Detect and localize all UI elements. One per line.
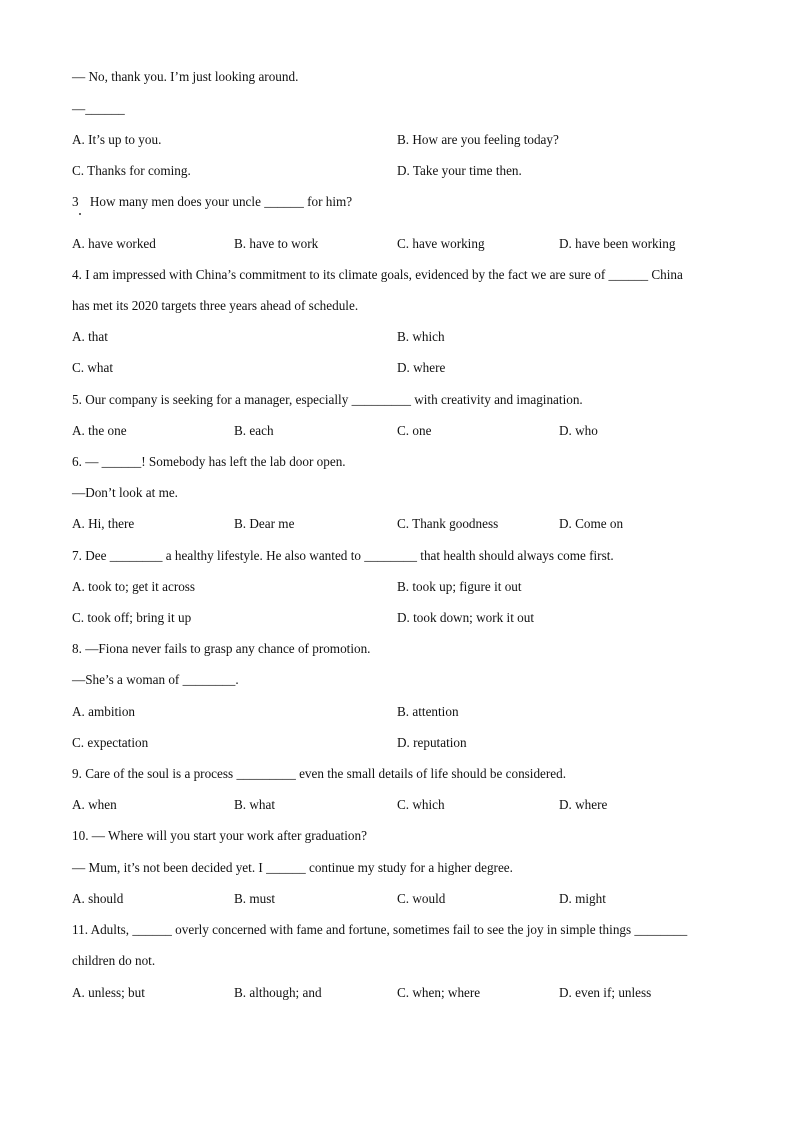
q11-option-a: A. unless; but bbox=[72, 985, 145, 1000]
q2-options-row-1 bbox=[72, 132, 722, 148]
q5-option-a: A. the one bbox=[72, 423, 127, 438]
q9-options-row bbox=[72, 797, 722, 813]
q4-option-a: A. that bbox=[72, 329, 108, 344]
q5-stem: 5. Our company is seeking for a manager, especially _________ with creativity and imagination. bbox=[72, 392, 583, 407]
q4-stem-line-2: has met its 2020 targets three years ahead of schedule. bbox=[72, 298, 359, 313]
q2-option-b: B. How are you feeling today? bbox=[397, 132, 559, 147]
q8-options-row-2 bbox=[72, 735, 722, 751]
q10-option-a: A. should bbox=[72, 891, 124, 906]
q2-option-a: A. It’s up to you. bbox=[72, 132, 162, 147]
q3-question-text: How many men does your uncle ______ for him? bbox=[89, 194, 353, 209]
q4-option-c: C. what bbox=[72, 360, 114, 375]
q8-options-row-1 bbox=[72, 704, 722, 720]
q2-options-row-2 bbox=[72, 163, 722, 179]
q10-option-b: B. must bbox=[234, 891, 276, 906]
q8-stem: 8. —Fiona never fails to grasp any chance of promotion. bbox=[72, 641, 371, 656]
q9-stem: 9. Care of the soul is a process _________ even the small details of life should be considered. bbox=[72, 766, 567, 781]
q6-option-a: A. Hi, there bbox=[72, 516, 135, 531]
q11-stem-line-1: 11. Adults, ______ overly concerned with fame and fortune, sometimes fail to see the joy in simple things ________ bbox=[72, 922, 688, 937]
q6-option-c: C. Thank goodness bbox=[397, 516, 499, 531]
q2-answer-blank: —______ bbox=[72, 101, 125, 116]
q9-option-b: B. what bbox=[234, 797, 276, 812]
q10-stem: 10. — Where will you start your work after graduation? bbox=[72, 828, 367, 843]
q8-option-a: A. ambition bbox=[72, 704, 136, 719]
q5-options-row bbox=[72, 423, 722, 439]
q3-option-a: A. have worked bbox=[72, 236, 156, 251]
q3-number: 3 bbox=[72, 194, 79, 209]
q6-option-b: B. Dear me bbox=[234, 516, 295, 531]
q2-dialogue-line: — No, thank you. I’m just looking around. bbox=[72, 69, 299, 84]
q6-stem: 6. — ______! Somebody has left the lab door open. bbox=[72, 454, 346, 469]
q11-options-row bbox=[72, 985, 722, 1001]
q4-option-b: B. which bbox=[397, 329, 445, 344]
q9-option-a: A. when bbox=[72, 797, 117, 812]
q4-options-row-2 bbox=[72, 360, 722, 376]
q7-option-d: D. took down; work it out bbox=[397, 610, 535, 625]
q7-options-row-2 bbox=[72, 610, 722, 626]
q7-option-a: A. took to; get it across bbox=[72, 579, 196, 594]
q7-options-row-1 bbox=[72, 579, 722, 595]
q3-option-b: B. have to work bbox=[234, 236, 319, 251]
q4-option-d: D. where bbox=[397, 360, 446, 375]
stray-dot bbox=[79, 213, 81, 215]
q9-option-d: D. where bbox=[559, 797, 608, 812]
q6-options-row bbox=[72, 516, 722, 532]
q3-options-row bbox=[72, 236, 722, 252]
q3-option-d: D. have been working bbox=[559, 236, 676, 251]
q8-option-c: C. expectation bbox=[72, 735, 149, 750]
q10-option-d: D. might bbox=[559, 891, 606, 906]
q5-option-d: D. who bbox=[559, 423, 598, 438]
q10-reply: — Mum, it’s not been decided yet. I ______ continue my study for a higher degree. bbox=[72, 860, 513, 875]
q4-stem-line-1: 4. I am impressed with China’s commitment to its climate goals, evidenced by the fact we are sure of ______ China bbox=[72, 267, 683, 282]
q8-reply: —She’s a woman of ________. bbox=[72, 672, 239, 687]
q7-stem: 7. Dee ________ a healthy lifestyle. He also wanted to ________ that health should always come first. bbox=[72, 548, 614, 563]
q9-option-c: C. which bbox=[397, 797, 445, 812]
q5-option-b: B. each bbox=[234, 423, 274, 438]
q11-option-b: B. although; and bbox=[234, 985, 322, 1000]
q6-option-d: D. Come on bbox=[559, 516, 624, 531]
q2-option-c: C. Thanks for coming. bbox=[72, 163, 191, 178]
q3-stem bbox=[72, 194, 352, 210]
q10-option-c: C. would bbox=[397, 891, 446, 906]
q11-option-c: C. when; where bbox=[397, 985, 481, 1000]
q11-option-d: D. even if; unless bbox=[559, 985, 652, 1000]
q6-reply: —Don’t look at me. bbox=[72, 485, 178, 500]
q5-option-c: C. one bbox=[397, 423, 432, 438]
q11-stem-line-2: children do not. bbox=[72, 953, 156, 968]
q8-option-d: D. reputation bbox=[397, 735, 467, 750]
q7-option-b: B. took up; figure it out bbox=[397, 579, 522, 594]
q8-option-b: B. attention bbox=[397, 704, 459, 719]
q2-option-d: D. Take your time then. bbox=[397, 163, 522, 178]
q10-options-row bbox=[72, 891, 722, 907]
q4-options-row-1 bbox=[72, 329, 722, 345]
q3-option-c: C. have working bbox=[397, 236, 485, 251]
q7-option-c: C. took off; bring it up bbox=[72, 610, 192, 625]
